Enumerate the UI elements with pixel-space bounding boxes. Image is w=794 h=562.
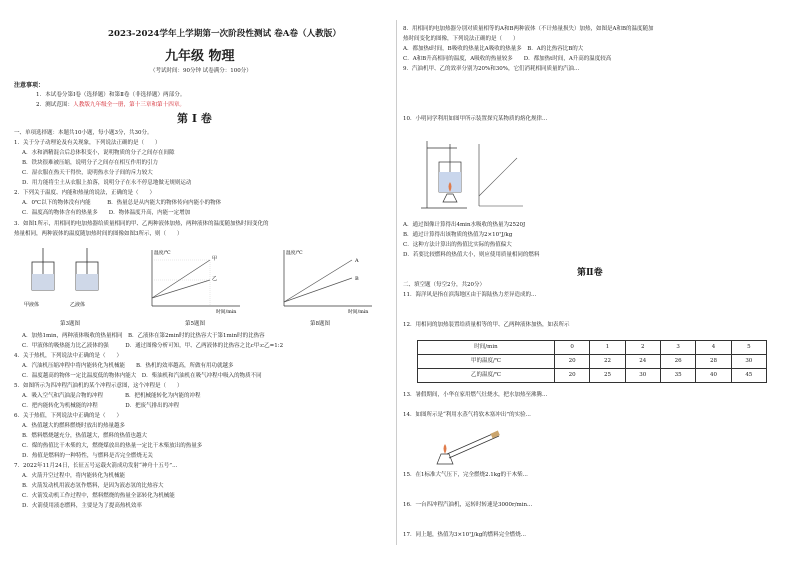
left-line-6: 2．下列关于温度、内能和热量的说法，正确的是（ ）	[14, 190, 156, 196]
right-line-2: A．都加热t时间，B吸收的热量比A吸收的热量多 B．A的比热容比B的大	[403, 46, 584, 52]
left-line-23: D．热值是燃料的一种特性，与燃料是否完全燃烧无关	[22, 453, 153, 459]
table-cell: 乙的温度/℃	[418, 369, 555, 383]
right-line-5: 10．小明同学利用如图甲所示装置探究某物质的熔化规律...	[403, 116, 548, 122]
left-line-24: 7．2022年11月24日，长征五号运载火箭成功发射“神舟十五号”...	[14, 463, 178, 469]
figure-1-beakers	[22, 244, 122, 314]
table-header-row	[418, 341, 767, 355]
left-line-28: D．火箭使用液态燃料，主要是为了提高热机效率	[22, 503, 142, 509]
figure-8-graph	[272, 246, 382, 316]
left-line-20: A．热值越大的燃料燃烧时放出的热量越多	[22, 423, 125, 429]
fig3-ylabel: 温度/℃	[154, 251, 171, 256]
left-line-7: A．0℃以下的物体没有内能 B．热量总是从内能大的物体传向内能小的物体	[22, 200, 222, 206]
volume-2-title: 第Ⅱ卷	[577, 268, 603, 278]
table-cell: 26	[660, 355, 695, 369]
table-cell: 5	[731, 341, 766, 355]
table-row	[418, 369, 767, 383]
column-divider	[396, 20, 397, 545]
right-line-6: A．通过图像计算得出4min水吸收的热量为2520J	[403, 222, 526, 228]
figure-3-graph	[140, 246, 250, 316]
left-line-25: A．火箭升空过程中，将内能转化为机械能	[22, 473, 125, 479]
table-cell: 20	[554, 355, 589, 369]
table-cell: 2	[625, 341, 660, 355]
table-cell: 35	[660, 369, 695, 383]
right-line-3: C．A和B升高相同的温度，A吸收的热量较多 D．都加热t时间，A升高的温度较高	[403, 56, 612, 62]
left-line-5: D．用力能将尘土从衣服上拍落，说明分子在永不停息地做无规则运动	[22, 180, 192, 186]
left-line-12: C．甲液体的吸热能力比乙液体的强 D．通过图像分析可知，甲、乙两液体的比热容之比c甲:c乙=1:2	[22, 343, 284, 349]
fig1-label-b: 乙液体	[70, 302, 86, 308]
table-cell: 25	[590, 369, 625, 383]
right-line-15: 14．如图所示是“利用水蒸气将软木塞冲出”的实验...	[403, 412, 531, 418]
exam-subject: 九年级 物理	[165, 49, 235, 64]
left-line-9: 3．如图1所示，用相同的电加热器给质量相同的甲、乙两种液体加热，两种液体的温度随加热时间变化的	[14, 221, 269, 227]
scope-red: 人教版九年级全一册，第十三章和第十四章。	[73, 102, 186, 108]
fig8-series-b: B	[355, 276, 359, 282]
right-line-16: 15．在1标准大气压下，完全燃烧2.1kg的干木柴...	[403, 472, 528, 478]
right-line-12: 11．海洋风是指在滨海地区由于海陆热力差异造成的...	[403, 292, 537, 298]
left-line-16: 5．如图所示为四冲程汽油机的某个冲程示意图，这个冲程是（ ）	[14, 383, 183, 389]
exam-title: 2023-2024学年上学期第一次阶段性测试 卷A卷（人教版）	[108, 29, 341, 39]
table-cell: 4	[696, 341, 731, 355]
left-line-21: B．燃料燃烧越充分，热值越大，燃料的热值也越大	[22, 433, 148, 439]
right-line-1: 热时间变化的图像，下列说法正确的是（ ）	[403, 36, 519, 42]
fig3-caption: 第8题图	[310, 321, 330, 327]
right-line-8: C．这种方法计算出的热值比实际的热值偏大	[403, 242, 512, 248]
fig1-caption: 第3题图	[60, 321, 80, 327]
table-cell: 28	[696, 355, 731, 369]
table-cell: 1	[590, 341, 625, 355]
table-row	[418, 355, 767, 369]
left-line-2: A．水和酒精混合后总体积变小，说明物质的分子之间存在间隙	[22, 150, 175, 156]
right-line-7: B．通过计算得出该物质的热值为2×10⁷J/kg	[403, 232, 513, 238]
left-line-3: B．铁块很难被压缩，说明分子之间存在相互作用的引力	[22, 160, 159, 166]
fig3-series-a: 甲	[212, 256, 218, 262]
table-cell: 甲的温度/℃	[418, 355, 555, 369]
left-line-18: C．把内能转化为机械能的冲程 D．把废气排出的冲程	[22, 403, 180, 409]
notice-label: 注意事项：	[14, 82, 45, 89]
left-line-11: A．加热1min，两种液体吸收的热量相同 B．乙液体在第2min时的比热容大于第1min时的比热容	[22, 333, 265, 339]
fig8-ylabel: 温度/℃	[286, 251, 303, 256]
left-line-15: C．温度越高的物体一定比温度低的物体内能大 D．柴油机和汽油机在吸气冲程中吸入的物质不同	[22, 373, 262, 379]
right-line-14: 13．暑假期间，小华在家用燃气灶烧水，把水加热至沸腾...	[403, 392, 548, 398]
table-cell: 20	[554, 369, 589, 383]
left-line-10: 热量相同，两种液体的温度随加热时间的图像如图3所示，则（ ）	[14, 231, 183, 237]
left-line-19: 6．关于热值，下列说法中正确的是（ ）	[14, 413, 123, 419]
fig2-caption: 第5题图	[185, 321, 205, 327]
notice-2: 2．测试范围：人教版九年级全一册，第十三章和第十四章。	[36, 102, 186, 108]
right-line-0: 8．用相同的电加热器分别对质量相等的A和B两种液体（不计热量损失）加热，如图是A和B的温度随加	[403, 26, 654, 32]
table-cell: 40	[696, 369, 731, 383]
left-line-4: C．湿衣服在热天干得快，说明热水分子间的斥力较大	[22, 170, 153, 176]
right-line-4: 9．汽油机甲、乙的效率分别为20%和30%，它们消耗相同质量的汽油...	[403, 66, 580, 72]
table-cell: 45	[731, 369, 766, 383]
figure-10-apparatus	[417, 136, 527, 216]
left-line-13: 4．关于热机，下列说法中正确的是（ ）	[14, 353, 123, 359]
left-line-1: 1．关于分子动理论及有关现象，下列说法正确的是（ ）	[14, 140, 161, 146]
right-line-18: 17．同上题，热值为3×10⁷J/kg的燃料完全燃烧...	[403, 532, 526, 538]
left-line-22: C．煤的热值比干木柴的大，燃烧煤放出的热量一定比干木柴放出的热量多	[22, 443, 203, 449]
table-cell: 30	[625, 369, 660, 383]
table-cell: 30	[731, 355, 766, 369]
notice-1: 1．本试卷分第Ⅰ卷（选择题）和第Ⅱ卷（非选择题）两部分。	[36, 92, 186, 98]
fig8-xlabel: 时间/min	[348, 310, 369, 315]
right-line-17: 16．一台四冲程汽油机，运转时转速是3000r/min...	[403, 502, 533, 508]
left-line-0: 一、单项选择题：本题共10小题，每小题3分，共30分。	[14, 130, 153, 136]
left-line-26: B．火箭发动机用液态氢作燃料，是因为液态氢的比热容大	[22, 483, 164, 489]
right-line-11: 二、填空题（每空2分，共20分）	[403, 282, 485, 288]
left-line-27: C．火箭发动机工作过程中，燃料燃烧的热量全部转化为机械能	[22, 493, 175, 499]
fig3-series-b: 乙	[212, 276, 218, 282]
table-cell: 时间/min	[418, 341, 555, 355]
left-line-14: A．汽油机压缩冲程中将内能转化为机械能 B．热机的效率越高，所做有用功就越多	[22, 363, 234, 369]
temperature-table	[417, 340, 767, 383]
left-line-8: C．温度高的物体含有的热量多 D．物体温度升高，内能一定增加	[22, 210, 191, 216]
exam-meta: （考试时间：90分钟 试卷满分：100分）	[150, 68, 252, 74]
right-line-13: 12．用相同的加热装置给质量相等的甲、乙两种液体加热，如表所示	[403, 322, 570, 328]
fig1-label-a: 甲液体	[24, 302, 40, 308]
table-cell: 24	[625, 355, 660, 369]
volume-title: 第 Ⅰ 卷	[177, 112, 212, 125]
table-cell: 22	[590, 355, 625, 369]
table-cell: 0	[554, 341, 589, 355]
fig8-series-a: A	[355, 258, 359, 264]
right-line-9: D．若要比较燃料的热值大小，则应使用质量相同的燃料	[403, 252, 540, 258]
table-cell: 3	[660, 341, 695, 355]
figure-14-test-tube	[427, 424, 517, 468]
fig3-xlabel: 时间/min	[216, 310, 237, 315]
left-line-17: A．吸入空气和汽油混合物的冲程 B．把机械能转化为内能的冲程	[22, 393, 201, 399]
